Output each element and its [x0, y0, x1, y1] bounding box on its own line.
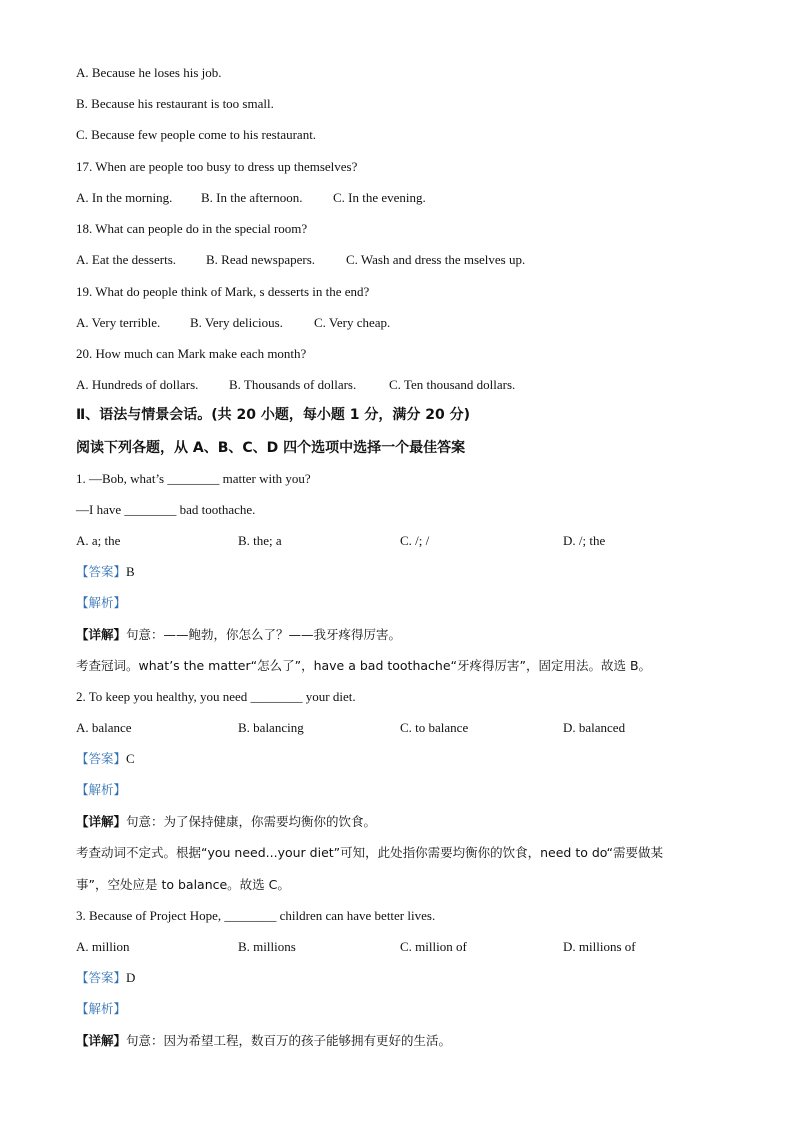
- g2-detail: [76, 813, 376, 831]
- q17-option-b: B. In the afternoon.: [201, 190, 303, 205]
- q19-question: 19. What do people think of Mark, s desserts in the end?: [76, 284, 370, 299]
- q18-question: 18. What can people do in the special room?: [76, 221, 308, 236]
- g1-explanation: 考查冠词。what’s the matter“怎么了”，have a bad toothache“牙疼得厉害”，固定用法。故选 B。: [76, 658, 652, 673]
- q17-option-a: A. In the morning.: [76, 190, 173, 205]
- g2-explanation-2: 事”，空处应是 to balance。故选 C。: [76, 877, 290, 892]
- q20-option-c: C. Ten thousand dollars.: [389, 377, 516, 392]
- g3-option-a: A. million: [76, 939, 130, 954]
- g1-option-b: B. the; a: [238, 533, 282, 548]
- q19-option-b: B. Very delicious.: [190, 315, 283, 330]
- g2-question: 2. To keep you healthy, you need ________ your diet.: [76, 689, 356, 704]
- g3-answer: [76, 969, 135, 987]
- detail-label: 【详解】: [76, 1033, 127, 1048]
- analysis-label: 【解析】: [76, 1001, 127, 1016]
- g1-option-c: C. /; /: [400, 533, 430, 548]
- g3-option-d: D. millions of: [563, 939, 636, 954]
- q18-option-a: A. Eat the desserts.: [76, 252, 177, 267]
- g1-analysis: [76, 594, 126, 612]
- section-instruction: 阅读下列各题，从 A、B、C、D 四个选项中选择一个最佳答案: [76, 440, 466, 456]
- detail-label: 【详解】: [76, 814, 127, 829]
- g3-option-b: B. millions: [238, 939, 296, 954]
- detail-text: 句意：因为希望工程，数百万的孩子能够拥有更好的生活。: [126, 1033, 452, 1048]
- detail-text: 句意：——鲍勃，你怎么了？——我牙疼得厉害。: [126, 627, 402, 642]
- q16-option-b: B. Because his restaurant is too small.: [76, 96, 274, 111]
- q16-option-a: A. Because he loses his job.: [76, 65, 222, 80]
- answer-value: D: [126, 970, 136, 985]
- answer-value: C: [126, 751, 135, 766]
- g1-answer: [76, 563, 135, 581]
- g2-answer: [76, 750, 135, 768]
- g1-detail: [76, 626, 401, 644]
- q17-question: 17. When are people too busy to dress up themselves?: [76, 159, 358, 174]
- q18-option-b: B. Read newspapers.: [206, 252, 316, 267]
- g3-question: 3. Because of Project Hope, ________ children can have better lives.: [76, 908, 436, 923]
- answer-label: 【答案】: [76, 970, 127, 985]
- q17-option-c: C. In the evening.: [333, 190, 426, 205]
- g3-detail: [76, 1032, 451, 1050]
- analysis-label: 【解析】: [76, 782, 127, 797]
- q18-option-c: C. Wash and dress the mselves up.: [346, 252, 526, 267]
- q16-option-c: C. Because few people come to his restaurant.: [76, 127, 317, 142]
- g2-explanation-1: 考查动词不定式。根据“you need...your diet”可知，此处指你需要均衡你的饮食，need to do“需要做某: [76, 845, 664, 860]
- g3-option-c: C. million of: [400, 939, 467, 954]
- g2-option-c: C. to balance: [400, 720, 469, 735]
- g2-option-d: D. balanced: [563, 720, 626, 735]
- detail-text: 句意：为了保持健康，你需要均衡你的饮食。: [126, 814, 377, 829]
- q19-option-c: C. Very cheap.: [314, 315, 391, 330]
- section-title: Ⅱ、语法与情景会话。(共 20 小题，每小题 1 分，满分 20 分): [76, 407, 470, 423]
- g2-option-a: A. balance: [76, 720, 132, 735]
- q20-option-a: A. Hundreds of dollars.: [76, 377, 199, 392]
- analysis-label: 【解析】: [76, 595, 127, 610]
- g3-analysis: [76, 1000, 126, 1018]
- answer-label: 【答案】: [76, 564, 127, 579]
- q20-question: 20. How much can Mark make each month?: [76, 346, 307, 361]
- answer-label: 【答案】: [76, 751, 127, 766]
- answer-value: B: [126, 564, 135, 579]
- g1-line1: 1. —Bob, what’s ________ matter with you?: [76, 471, 311, 486]
- g2-option-b: B. balancing: [238, 720, 304, 735]
- detail-label: 【详解】: [76, 627, 127, 642]
- g1-option-a: A. a; the: [76, 533, 121, 548]
- q20-option-b: B. Thousands of dollars.: [229, 377, 357, 392]
- g1-line2: —I have ________ bad toothache.: [76, 502, 256, 517]
- q19-option-a: A. Very terrible.: [76, 315, 161, 330]
- g2-analysis: [76, 781, 126, 799]
- g1-option-d: D. /; the: [563, 533, 606, 548]
